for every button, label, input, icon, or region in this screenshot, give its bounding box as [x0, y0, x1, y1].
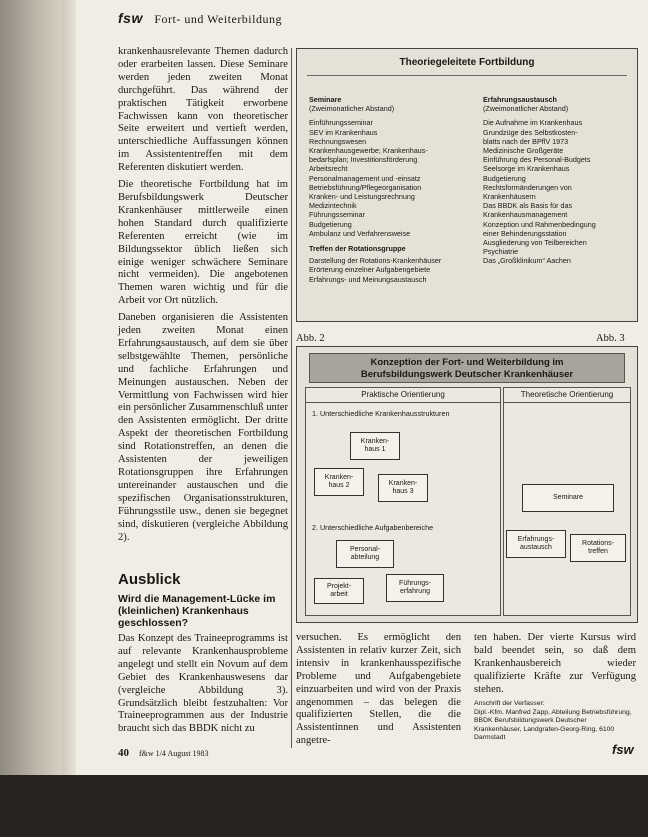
paragraph: krankenhausrelevante Themen dadurch oder erarbeiten lassen. Diese Seminare werden jeden zweiten Monat durchgeführt. Das während der praktischen Tätigkeit erworbene Fachwissen kann von theoretischer Seite erweitert und vertieft werden, unterschiedliche Auffassungen können im Assistententreffen mit dem Referenten diskutiert werden. — [118, 46, 288, 174]
list-heading: Seminare — [309, 95, 342, 104]
paragraph: Die theoretische Fortbildung hat im Berufsbildungswerk Deutscher Krankenhäuser mittlerweile einen hohen Standard durch qualifizierte Referenten erreicht (wie im Bildungssektor üblich ließen sich einige weniger schwächere Seminare nicht vermeiden). Die angebotenen Themen waren wichtig und für die Arbeit vor Ort nützlich. — [118, 179, 288, 307]
practical-panel — [305, 387, 501, 616]
figure-training-concept — [296, 346, 638, 623]
list-item: Personalmanagement und -einsatz — [309, 173, 421, 183]
seminar-list — [309, 95, 469, 284]
hospital-1-box: Kranken- haus 1 — [350, 432, 400, 460]
hospital-3-box: Kranken- haus 3 — [378, 474, 428, 502]
column-divider — [291, 48, 292, 748]
list-item: Rechnungswesen — [309, 136, 367, 146]
list-item: Ausgliederung von Teilbereichen — [483, 238, 587, 248]
figure-caption: Abb. 2 — [296, 333, 325, 344]
subheading: Wird die Management-Lücke im (kleinlichen) Krankenhaus geschlossen? — [118, 593, 276, 629]
exchange-box: Erfahrungs- austausch — [506, 530, 566, 558]
list-item: SEV im Krankenhaus — [309, 127, 378, 137]
list-item: Die Aufnahme im Krankenhaus — [483, 118, 583, 128]
list-subheading: (Zweimonatlicher Abstand) — [483, 104, 569, 114]
page-number: 40 — [118, 747, 129, 759]
list-item: Medizintechnik — [309, 201, 357, 211]
text-column-right: ten haben. Der vierte Kursus wird bald beendet sein, so daß dem Krankenhausbereich wieder qualifizierte Kräfte zur Verfügung stehen. — [474, 632, 636, 695]
list-heading: Treffen der Rotationsgruppe — [309, 244, 406, 254]
list-item: Erörterung einzelner Aufgabengebiete — [309, 265, 431, 275]
list-item: Psychiatrie — [483, 247, 519, 257]
theoretical-panel — [503, 387, 631, 616]
list-item: Arbeitsrecht — [309, 164, 348, 174]
figure-theory-training — [296, 48, 638, 322]
section-heading: Ausblick — [118, 571, 181, 588]
list-item: Führungsseminar — [309, 210, 365, 220]
figure-caption: Abb. 3 — [596, 333, 625, 344]
list-subheading: (Zweimonatlicher Abstand) — [309, 104, 395, 114]
title-line: Berufsbildungswerk Deutscher Krankenhäuser — [360, 369, 574, 380]
list-item: Krankenhausmanagement — [483, 210, 568, 220]
list-item: Kranken- und Leistungsrechnung — [309, 192, 415, 202]
exchange-list — [483, 95, 631, 266]
list-item: Konzeption und Rahmenbedingung — [483, 219, 596, 229]
list-item: Medizinische Großgeräte — [483, 146, 564, 156]
section-label: 1. Unterschiedliche Krankenhausstrukturen — [312, 409, 450, 418]
journal-logo-footer: fsw — [612, 742, 634, 757]
footnote-label: Anschrift der Verfasser: — [474, 700, 545, 707]
list-item: Krankenhäusern — [483, 192, 536, 202]
divider — [307, 75, 627, 76]
panel-heading: Praktische Orientierung — [306, 388, 500, 403]
list-item: Budgetierung — [483, 173, 526, 183]
list-item: Erfahrungs- und Meinungsaustausch — [309, 274, 427, 284]
list-item: Darstellung der Rotations-Krankenhäuser — [309, 256, 442, 266]
figure-title: Theoriegeleitete Fortbildung — [399, 57, 535, 68]
running-header — [118, 10, 282, 27]
author-note — [474, 700, 636, 743]
background-surface — [0, 775, 648, 837]
title-line: Konzeption der Fort- und Weiterbildung im — [370, 357, 564, 368]
list-item: Einführung des Personal-Budgets — [483, 155, 591, 165]
text-column-left — [118, 46, 288, 548]
list-item: Das BBDK als Basis für das — [483, 201, 573, 211]
text-column-middle: versuchen. Es ermöglicht den Assistenten in relativ kurzer Zeit, sich intensiv in krankenhausspezifische Probleme und Aufgabengebiete einzuarbeiten und wird von der Praxis angenommen – das belegen die qualifizierten Stellen, die die Assistentinnen und Assistenten angetre- — [296, 632, 461, 747]
list-item: Betriebsführung/Pflegeorganisation — [309, 182, 422, 192]
seminars-box: Seminare — [522, 484, 614, 512]
paragraph: Das Konzept des Traineeprogramms ist auf relevante Krankenhausprobleme angelegt und stellt ein Novum auf dem Gebiet des Krankenhauswesens dar (vergleiche Abbildung 3). Grundsätzlich bleibt festzuhalten: Vor Traineeprogrammen aus der Industrie braucht sich das BBDK nicht zu — [118, 633, 288, 735]
section-title: Fort- und Weiterbildung — [154, 12, 282, 26]
issue-label: f&w 1/4 August 1983 — [139, 749, 209, 758]
list-item: Rechtsformänderungen von — [483, 182, 572, 192]
leadership-box: Führungs- erfahrung — [386, 574, 444, 602]
project-box: Projekt- arbeit — [314, 578, 364, 604]
hospital-2-box: Kranken- haus 2 — [314, 468, 364, 496]
list-heading: Erfahrungsaustausch — [483, 95, 557, 104]
list-item: Ambulanz und Verfahrensweise — [309, 228, 411, 238]
list-item: blatts nach der BPflV 1973 — [483, 136, 569, 146]
list-item: Krankenhausgewerbe; Krankenhaus- — [309, 146, 428, 156]
list-item: Budgetierung — [309, 219, 352, 229]
book-edge — [0, 0, 62, 775]
figure-title — [309, 353, 625, 383]
list-item: Seelsorge im Krankenhaus — [483, 164, 570, 174]
list-item: Einführungsseminar — [309, 118, 373, 128]
footnote-text: Dipl.-Kfm. Manfred Zapp, Abteilung Betriebsführung, BBDK Berufsbildungswerk Deutscher Krankenhäuser, Landgrafen-Georg-Ring, 6100 Darmstadt — [474, 708, 632, 742]
paragraph: Daneben organisieren die Assistenten jeden zweiten Monat einen Erfahrungsaustausch, auf dem sie über selbstgewählte Themen, persönliche und fachliche Erfahrungen und Meinungen austauschen. Neben der Vermittlung von Fachwissen wird hier ein persönlicher Zusammenschluß unter den Assistenten ermöglicht. Der dritte Aspekt der theoretischen Fortbildung sind Rotationstreffen, an denen die Assistenten der jeweiligen Rotationsgruppen ihre Erfahrungen untereinander austauschen und die spezifischen Organisationsstrukturen, Führungsstile usw., denen sie begegnet sind, diskutieren (vergleiche Abbildung 2). — [118, 312, 288, 543]
list-item: Grundzüge des Selbstkosten- — [483, 127, 578, 137]
journal-logo: fsw — [118, 10, 143, 26]
list-item: einer Behinderungsstation — [483, 228, 567, 238]
section-label: 2. Unterschiedliche Aufgabenbereiche — [312, 523, 434, 532]
personnel-box: Personal- abteilung — [336, 540, 394, 568]
panel-heading: Theoretische Orientierung — [504, 388, 630, 403]
book-spine — [62, 0, 76, 775]
page-footer — [118, 747, 209, 759]
rotation-box: Rotations- treffen — [570, 534, 626, 562]
list-item: Das „Großklinikum“ Aachen — [483, 256, 571, 266]
list-item: bedarfsplan; Investitionsförderung — [309, 155, 418, 165]
